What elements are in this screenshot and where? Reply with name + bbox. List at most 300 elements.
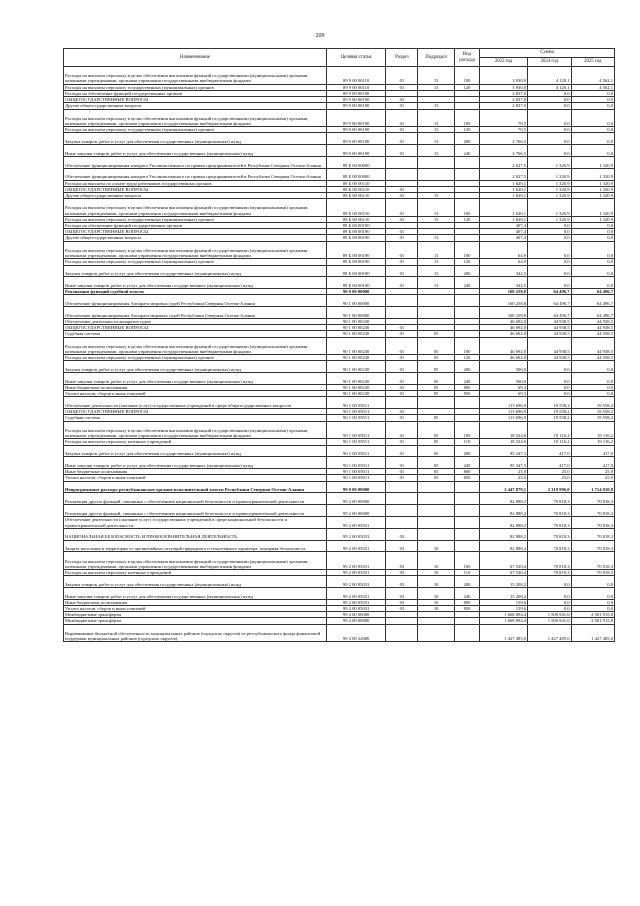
table-row <box>64 528 615 540</box>
row-sum-2024: 0,0 <box>528 145 571 157</box>
row-subsection: 10 <box>418 552 455 570</box>
row-name: Реализация других функций, связанных с обеспечением национальной безопасности и правоохранительной деятельности <box>64 505 327 517</box>
row-sum-2023: 69,3 <box>480 385 528 391</box>
row-name: Уплата налогов, сборов и иных платежей <box>64 391 327 397</box>
page-number: 209 <box>315 33 325 39</box>
row-section: 01 <box>386 475 418 481</box>
row-sum-2024: 64 496,7 <box>528 295 571 307</box>
row-sum-2025: 4 562,1 <box>571 67 614 85</box>
row-section: 01 <box>386 259 418 265</box>
row-name: Расходы на выплаты персоналу в целях обеспечения выполнения функций государственными (муниципальными) органами, казенными учреждениями, органами управления государственными внебюджетными фондами <box>64 421 327 439</box>
row-sum-2024: 44 938,5 <box>528 325 571 331</box>
row-target: 99 2 00 05031 <box>326 599 385 605</box>
row-sum-2023: 67 520,4 <box>480 552 528 570</box>
row-section: 01 <box>386 361 418 373</box>
table-row <box>64 265 615 277</box>
table-row <box>64 337 615 355</box>
row-sum-2025: 70 818,3 <box>571 540 614 552</box>
row-section: 01 <box>386 337 418 355</box>
row-sum-2024: 0,0 <box>528 241 571 259</box>
row-sum-2025: 0,0 <box>571 277 614 289</box>
row-target: 99 2 00 05031 <box>326 576 385 588</box>
row-expense-type: 100 <box>454 67 479 85</box>
row-sum-2025: 1 320,9 <box>571 180 614 186</box>
row-expense-type: 850 <box>454 475 479 481</box>
row-target: 89 Б 00 00190 <box>326 241 385 259</box>
row-expense-type: 100 <box>454 109 479 127</box>
row-sum-2024: 0,0 <box>528 97 571 103</box>
row-section: 01 <box>386 265 418 277</box>
row-name: Закупка товаров, работ и услуг для обеспечения государственных (муниципальных) нужд <box>64 133 327 145</box>
row-subsection: 10 <box>418 588 455 600</box>
row-sum-2024: 4 120,1 <box>528 84 571 90</box>
row-target: 99 2 00 05031 <box>326 528 385 540</box>
table-row <box>64 540 615 552</box>
row-sum-2025: 70 818,3 <box>571 552 614 570</box>
row-target: 90 1 00 00230 <box>326 385 385 391</box>
row-sum-2025: 19 558,2 <box>571 409 614 415</box>
row-sum-2025: 44 938,5 <box>571 355 614 361</box>
row-sum-2025: 0,0 <box>571 229 614 235</box>
row-target: 89 Б 00 00110 <box>326 186 385 192</box>
row-target: 89 9 00 00190 <box>326 109 385 127</box>
row-subsection: 13 <box>418 127 455 133</box>
row-sum-2023: 500,0 <box>480 373 528 385</box>
table-row <box>64 307 615 319</box>
row-name: ОБЩЕГОСУДАРСТВЕННЫЕ ВОПРОСЫ <box>64 97 327 103</box>
row-subsection: 13 <box>418 192 455 198</box>
row-section <box>386 505 418 517</box>
row-sum-2025: 44 938,5 <box>571 331 614 337</box>
row-name: Расходы на выплаты персоналу казенных учреждений <box>64 439 327 445</box>
row-sum-2023: 2 837,0 <box>480 90 528 96</box>
row-sum-2025: 0,0 <box>571 133 614 145</box>
row-sum-2024: 64 496,7 <box>528 307 571 319</box>
row-sum-2025: 0,0 <box>571 385 614 391</box>
table-row <box>64 373 615 385</box>
row-section: 01 <box>386 109 418 127</box>
row-name: Обеспечение деятельности (оказание услуг) государственных учреждений в сфере национальной безопасности и правоохранительной деятельности <box>64 516 327 528</box>
row-subsection <box>418 156 455 168</box>
table-row <box>64 421 615 439</box>
row-sum-2023: 82 888,2 <box>480 528 528 540</box>
row-sum-2023: 1 668 894,4 <box>480 612 528 618</box>
row-subsection: 05 <box>418 355 455 361</box>
row-sum-2025: 0,0 <box>571 103 614 109</box>
row-subsection: 05 <box>418 391 455 397</box>
row-sum-2023: 64,9 <box>480 241 528 259</box>
row-expense-type <box>454 295 479 307</box>
row-expense-type: 120 <box>454 259 479 265</box>
row-name: Расходы на обеспечение функций государственных органов <box>64 223 327 229</box>
row-section: 03 <box>386 570 418 576</box>
row-sum-2025: 70 818,3 <box>571 493 614 505</box>
row-sum-2025: 2 501 915,8 <box>571 612 614 618</box>
table-row <box>64 109 615 127</box>
row-sum-2024: 19 116,2 <box>528 421 571 439</box>
table-row <box>64 67 615 85</box>
table-row <box>64 145 615 157</box>
row-sum-2023: 1 620,1 <box>480 186 528 192</box>
row-name: Защита населения и территории от чрезвычайных ситуаций природного и техногенного характера, пожарная безопасность <box>64 540 327 552</box>
row-name: Обеспечение деятельности аппаратов судов <box>64 318 327 324</box>
row-name: Обеспечение деятельности (оказание услуг) государственных учреждений в сфере общегосударственных вопросов <box>64 397 327 409</box>
row-section: 01 <box>386 409 418 415</box>
row-name: Обеспечение функционирования аппарата Уполномоченного по правам предпринимателей в Республике Северная Осетия-Алания <box>64 156 327 168</box>
row-name: Обеспечение функционирования Аппарата мировых судей Республики Северная Осетия-Алания <box>64 295 327 307</box>
row-sum-2024: 1 427 485,0 <box>528 624 571 642</box>
row-sum-2023: 3 930,0 <box>480 84 528 90</box>
row-name: ОБЩЕГОСУДАРСТВЕННЫЕ ВОПРОСЫ <box>64 409 327 415</box>
row-section: 01 <box>386 421 418 439</box>
row-target: 90 1 00 00230 <box>326 361 385 373</box>
row-subsection: 05 <box>418 373 455 385</box>
row-sum-2025: 1 320,9 <box>571 192 614 198</box>
row-sum-2023: 2 027,5 <box>480 156 528 168</box>
row-sum-2024: 19 558,2 <box>528 409 571 415</box>
row-sum-2025: 64 496,7 <box>571 295 614 307</box>
row-section: 03 <box>386 606 418 612</box>
row-target: 89 Б 00 00190 <box>326 235 385 241</box>
row-section: 01 <box>386 97 418 103</box>
row-sum-2023: 1 620,1 <box>480 192 528 198</box>
row-sum-2024: 44 938,5 <box>528 318 571 324</box>
row-sum-2024: 0,0 <box>528 599 571 605</box>
row-target: 90 1 00 00000 <box>326 295 385 307</box>
header-name: Наименование <box>64 49 327 67</box>
row-sum-2023: 3 930,0 <box>480 67 528 85</box>
row-sum-2024: 1 320,9 <box>528 192 571 198</box>
row-sum-2023: 113 696,9 <box>480 409 528 415</box>
row-sum-2025: 1 320,9 <box>571 199 614 217</box>
row-sum-2023: 70,5 <box>480 127 528 133</box>
row-sum-2024: 2 319 996,0 <box>528 481 571 493</box>
row-expense-type: 240 <box>454 277 479 289</box>
row-expense-type: 800 <box>454 385 479 391</box>
row-section: 01 <box>386 373 418 385</box>
row-name: Расходы на выплаты персоналу в целях обеспечения выполнения функций государственными (муниципальными) органами, казенными учреждениями, органами управления государственными внебюджетными фондами <box>64 552 327 570</box>
row-name: ОБЩЕГОСУДАРСТВЕННЫЕ ВОПРОСЫ <box>64 325 327 331</box>
table-row <box>64 576 615 588</box>
row-expense-type <box>454 168 479 180</box>
row-name: Расходы на выплаты персоналу в целях обеспечения выполнения функций государственными (муниципальными) органами, казенными учреждениями, органами управления государственными внебюджетными фондами <box>64 109 327 127</box>
row-sum-2023: 1 668 894,4 <box>480 618 528 624</box>
row-name: Другие общегосударственные вопросы <box>64 235 327 241</box>
row-sum-2025: 1 320,9 <box>571 168 614 180</box>
row-section: 03 <box>386 540 418 552</box>
row-subsection <box>418 295 455 307</box>
row-subsection: 05 <box>418 331 455 337</box>
row-section: 01 <box>386 385 418 391</box>
row-name: Иные закупки товаров, работ и услуг для обеспечения государственных (муниципальных) нужд <box>64 588 327 600</box>
row-target: 89 9 00 00190 <box>326 127 385 133</box>
row-sum-2023: 46 692,0 <box>480 331 528 337</box>
row-target: 90 1 00 05011 <box>326 475 385 481</box>
row-section <box>386 397 418 409</box>
row-sum-2024: 417,0 <box>528 457 571 469</box>
row-subsection: 10 <box>418 540 455 552</box>
row-sum-2025: 0,0 <box>571 259 614 265</box>
row-section: 01 <box>386 241 418 259</box>
row-sum-2025: 0,0 <box>571 606 614 612</box>
row-target: 90 1 00 00000 <box>326 307 385 319</box>
row-target: 89 9 00 00190 <box>326 145 385 157</box>
row-subsection: 13 <box>418 145 455 157</box>
row-sum-2025: 0,0 <box>571 127 614 133</box>
row-expense-type: 240 <box>454 145 479 157</box>
table-row <box>64 241 615 259</box>
row-target: 90 1 00 00230 <box>326 337 385 355</box>
row-sum-2023: 95 347,3 <box>480 457 528 469</box>
row-expense-type: 200 <box>454 361 479 373</box>
row-name: Расходы на выплаты персоналу казенных учреждений <box>64 570 327 576</box>
row-sum-2024: 0,0 <box>528 361 571 373</box>
row-section: 01 <box>386 145 418 157</box>
row-section: 03 <box>386 528 418 540</box>
row-sum-2023: 2 837,0 <box>480 103 528 109</box>
row-expense-type: 200 <box>454 576 479 588</box>
row-section: 03 <box>386 552 418 570</box>
row-section: 01 <box>386 391 418 397</box>
row-section: 01 <box>386 235 418 241</box>
row-name: Закупка товаров, работ и услуг для обеспечения государственных (муниципальных) нужд <box>64 576 327 588</box>
table-row <box>64 457 615 469</box>
row-subsection: 05 <box>418 385 455 391</box>
row-sum-2023: 500,0 <box>480 361 528 373</box>
row-sum-2025: 19 116,2 <box>571 439 614 445</box>
row-name: ОБЩЕГОСУДАРСТВЕННЫЕ ВОПРОСЫ <box>64 186 327 192</box>
row-target: 89 Б 00 00190 <box>326 277 385 289</box>
table-row <box>64 168 615 180</box>
row-sum-2025: 44 938,5 <box>571 337 614 355</box>
row-sum-2024: 1 320,9 <box>528 199 571 217</box>
row-name: Другие общегосударственные вопросы <box>64 192 327 198</box>
row-sum-2024: 0,0 <box>528 90 571 96</box>
row-subsection: 05 <box>418 415 455 421</box>
row-expense-type <box>454 516 479 528</box>
row-expense-type <box>454 528 479 540</box>
row-target: 99 2 00 05031 <box>326 606 385 612</box>
row-sum-2024: 0,0 <box>528 103 571 109</box>
table-row <box>64 624 615 642</box>
row-target: 89 Б 00 00190 <box>326 265 385 277</box>
row-sum-2025: 70 818,3 <box>571 505 614 517</box>
table-row <box>64 277 615 289</box>
row-name: Межбюджетные трансферты <box>64 612 327 618</box>
table-row <box>64 397 615 409</box>
header-2025: 2025 год <box>571 58 614 67</box>
row-section: 01 <box>386 216 418 222</box>
row-subsection: 13 <box>418 199 455 217</box>
row-sum-2025: 19 558,2 <box>571 397 614 409</box>
row-sum-2023: 15 208,2 <box>480 588 528 600</box>
row-name: Иные закупки товаров, работ и услуг для обеспечения государственных (муниципальных) нужд <box>64 145 327 157</box>
row-subsection: 13 <box>418 235 455 241</box>
row-section: 01 <box>386 127 418 133</box>
table-row <box>64 516 615 528</box>
row-expense-type <box>454 397 479 409</box>
table-row <box>64 295 615 307</box>
row-name: Расходы на выплаты персоналу в целях обеспечения выполнения функций государственными (муниципальными) органами, казенными учреждениями, органами управления государственными внебюджетными фондами <box>64 241 327 259</box>
row-sum-2023: 18 324,6 <box>480 439 528 445</box>
row-name: ОБЩЕГОСУДАРСТВЕННЫЕ ВОПРОСЫ <box>64 229 327 235</box>
row-sum-2025: 1 320,9 <box>571 216 614 222</box>
row-expense-type: 200 <box>454 445 479 457</box>
row-name: Реализация функций судебной власти <box>64 289 327 295</box>
row-subsection: 05 <box>418 439 455 445</box>
row-subsection: 10 <box>418 576 455 588</box>
row-expense-type <box>454 156 479 168</box>
row-sum-2023: 2 766,5 <box>480 145 528 157</box>
row-sum-2024: 70 818,3 <box>528 570 571 576</box>
row-section <box>386 168 418 180</box>
row-sum-2023: 407,4 <box>480 235 528 241</box>
row-sum-2024: 70 818,3 <box>528 505 571 517</box>
row-sum-2024: 70 818,3 <box>528 552 571 570</box>
row-subsection <box>418 168 455 180</box>
row-sum-2024: 1 320,9 <box>528 168 571 180</box>
row-target: 90 1 00 05011 <box>326 439 385 445</box>
row-sum-2024: 25,0 <box>528 475 571 481</box>
row-section: 01 <box>386 186 418 192</box>
header-2024: 2024 год <box>528 58 571 67</box>
row-target: 90 1 00 05011 <box>326 469 385 475</box>
row-target: 90 1 00 05011 <box>326 415 385 421</box>
row-sum-2024: 19 558,2 <box>528 397 571 409</box>
table-row <box>64 493 615 505</box>
row-sum-2023: 82 888,2 <box>480 516 528 528</box>
row-subsection: 05 <box>418 337 455 355</box>
row-expense-type: 800 <box>454 599 479 605</box>
row-target: 99 2 00 05031 <box>326 552 385 570</box>
row-target: 89 Б 00 00000 <box>326 168 385 180</box>
row-sum-2024: 70 818,3 <box>528 493 571 505</box>
row-name: Другие общегосударственные вопросы <box>64 103 327 109</box>
row-sum-2023: 67 520,4 <box>480 570 528 576</box>
row-expense-type <box>454 493 479 505</box>
row-expense-type: 110 <box>454 570 479 576</box>
row-section: 01 <box>386 325 418 331</box>
row-subsection: 10 <box>418 570 455 576</box>
row-target: 89 9 00 00110 <box>326 84 385 90</box>
row-subsection: 13 <box>418 265 455 277</box>
row-target: 89 9 00 00110 <box>326 67 385 85</box>
row-sum-2025: 0,0 <box>571 265 614 277</box>
row-target: 89 Б 00 00110 <box>326 192 385 198</box>
row-sum-2025: 70 818,3 <box>571 570 614 576</box>
row-sum-2023: 18 324,6 <box>480 421 528 439</box>
row-name: Непрограммные расходы республиканских органов исполнительной власти Республики Северная Осетия-Алания <box>64 481 327 493</box>
row-target: 99 0 00 00000 <box>326 481 385 493</box>
row-sum-2023: 2 766,5 <box>480 133 528 145</box>
row-sum-2024: 0,0 <box>528 606 571 612</box>
table-row <box>64 156 615 168</box>
row-target: 99 2 00 05031 <box>326 516 385 528</box>
row-sum-2023: 82 888,2 <box>480 493 528 505</box>
row-sum-2024: 0,0 <box>528 235 571 241</box>
row-section: 01 <box>386 415 418 421</box>
row-subsection: 10 <box>418 606 455 612</box>
row-sum-2023: 70,5 <box>480 109 528 127</box>
row-sum-2023: 82 888,2 <box>480 505 528 517</box>
row-section: 03 <box>386 599 418 605</box>
row-sum-2025: 44 938,5 <box>571 325 614 331</box>
row-expense-type: 100 <box>454 241 479 259</box>
row-expense-type: 850 <box>454 391 479 397</box>
row-sum-2024: 64 496,7 <box>528 289 571 295</box>
row-target: 90 1 00 00230 <box>326 318 385 324</box>
row-sum-2025: 0,0 <box>571 391 614 397</box>
row-target: 89 Б 00 00110 <box>326 216 385 222</box>
row-sum-2025: 64 496,7 <box>571 289 614 295</box>
row-expense-type <box>454 624 479 642</box>
row-target: 90 1 00 05011 <box>326 445 385 457</box>
row-name: Расходы на выплаты персоналу государственных (муниципальных) органов <box>64 84 327 90</box>
row-section <box>386 481 418 493</box>
row-section: 03 <box>386 588 418 600</box>
row-sum-2024: 1 500 941,6 <box>528 618 571 624</box>
row-sum-2024: 19 558,2 <box>528 415 571 421</box>
row-subsection <box>418 493 455 505</box>
row-name: Расходы на выплаты персоналу государственных (муниципальных) органов <box>64 216 327 222</box>
row-target: 90 1 00 00230 <box>326 325 385 331</box>
row-sum-2023: 1 620,1 <box>480 199 528 217</box>
row-name: Расходы на обеспечение функций государственных органов <box>64 90 327 96</box>
row-name: Расходы на выплаты персоналу в целях обеспечения выполнения функций государственными (муниципальными) органами, казенными учреждениями, органами управления государственными внебюджетными фондами <box>64 337 327 355</box>
table-row <box>64 588 615 600</box>
row-expense-type: 100 <box>454 337 479 355</box>
header-sum: Сумма <box>480 49 615 58</box>
row-sum-2025: 0,0 <box>571 145 614 157</box>
row-sum-2024: 0,0 <box>528 265 571 277</box>
row-sum-2023: 160 258,8 <box>480 295 528 307</box>
row-subsection: 05 <box>418 457 455 469</box>
row-section: 01 <box>386 133 418 145</box>
row-subsection <box>418 516 455 528</box>
row-sum-2024: 19 116,2 <box>528 439 571 445</box>
row-sum-2024: 0,0 <box>528 133 571 145</box>
row-sum-2024: 1 320,9 <box>528 156 571 168</box>
row-target: 99 2 00 05031 <box>326 540 385 552</box>
row-sum-2024: 1 320,9 <box>528 180 571 186</box>
row-section: 01 <box>386 331 418 337</box>
row-sum-2023: 159,6 <box>480 606 528 612</box>
row-sum-2024: 0,0 <box>528 391 571 397</box>
row-target: 90 1 00 05011 <box>326 421 385 439</box>
table-body <box>64 67 615 642</box>
row-expense-type: 240 <box>454 457 479 469</box>
row-subsection: 13 <box>418 133 455 145</box>
row-sum-2025: 1 427 485,0 <box>571 624 614 642</box>
row-sum-2023: 342,5 <box>480 265 528 277</box>
row-expense-type: 240 <box>454 588 479 600</box>
row-name: Реализация других функций, связанных с обеспечением национальной безопасности и правоохранительной деятельности <box>64 493 327 505</box>
row-subsection: 13 <box>418 84 455 90</box>
row-name: Уплата налогов, сборов и иных платежей <box>64 606 327 612</box>
row-subsection <box>418 505 455 517</box>
row-name: Закупка товаров, работ и услуг для обеспечения государственных (муниципальных) нужд <box>64 361 327 373</box>
row-name: Расходы на выплаты персоналу государственных (муниципальных) органов <box>64 355 327 361</box>
row-name: Иные бюджетные ассигнования <box>64 385 327 391</box>
row-sum-2025: 70 818,3 <box>571 528 614 540</box>
row-sum-2024: 0,0 <box>528 385 571 391</box>
row-expense-type: 120 <box>454 355 479 361</box>
budget-table <box>63 48 615 642</box>
row-expense-type: 120 <box>454 84 479 90</box>
row-name: Обеспечение функционирования аппарата Уполномоченного по правам предпринимателей в Республике Северная Осетия-Алания <box>64 168 327 180</box>
row-sum-2025: 25,0 <box>571 469 614 475</box>
row-target: 90 1 00 05011 <box>326 397 385 409</box>
